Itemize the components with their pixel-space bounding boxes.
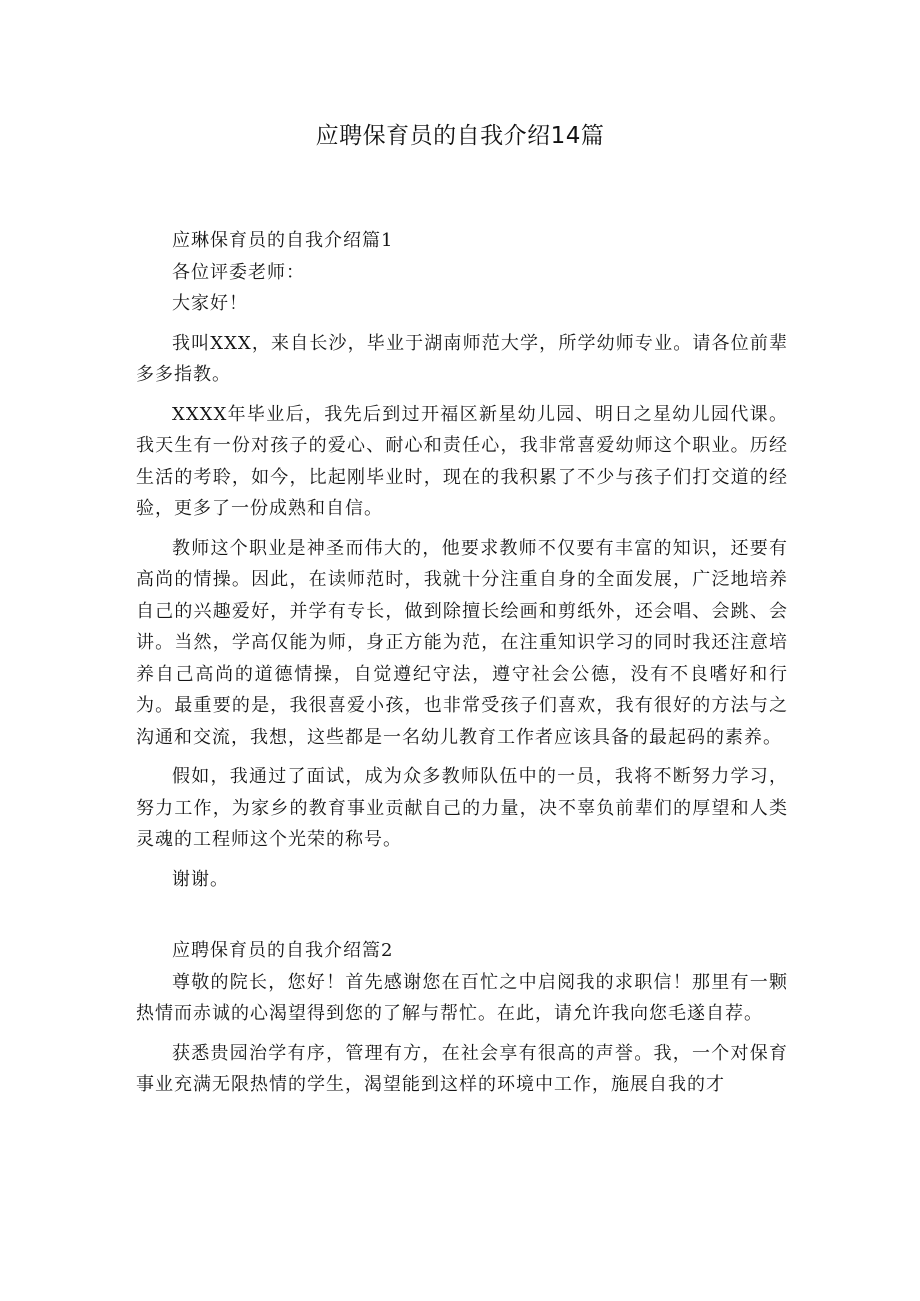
paragraph: XXXX年毕业后，我先后到过开福区新星幼儿园、明日之星幼儿园代课。我天生有一份对孩子的爱心、耐心和责任心，我非常喜爱幼师这个职业。历经生活的考聆，如今，比起刚毕业时，现在的我积累了不少与孩子们打交道的经验，更多了一份成熟和自信。 xyxy=(136,403,788,519)
section-heading: 应琳保育员的自我介绍篇1 xyxy=(172,230,394,251)
greeting: 大家好！ xyxy=(172,293,248,314)
paragraph: 尊敬的院长，您好！首先感谢您在百忙之中启阅我的求职信！那里有一颗热情而赤诚的心渴望得到您的了解与帮忙。在此，请允许我向您毛遂自荐。 xyxy=(136,971,788,1024)
salutation: 各位评委老师： xyxy=(172,261,305,283)
closing: 谢谢。 xyxy=(172,868,229,890)
section-heading: 应聘保育员的自我介绍篙2 xyxy=(172,940,394,961)
paragraph: 假如，我通过了面试，成为众多教师队伍中的一员，我将不断努力学习，努力工作，为家乡的教育事业贡献自己的力量，决不辜负前辈们的厚望和人类灵魂的工程师这个光荣的称号。 xyxy=(136,766,788,850)
paragraph: 我叫XXX，来自长沙，毕业于湖南师范大学，所学幼师专业。请各位前辈多多指教。 xyxy=(136,332,788,385)
paragraph: 获悉贵园治学有序，管理有方，在社会享有很高的声誉。我，一个对保育事业充满无限热情的学生，渴望能到这样的环境中工作，施展自我的才 xyxy=(136,1042,788,1095)
document-title: 应聘保育员的自我介绍14篇 xyxy=(315,123,605,149)
document-body xyxy=(136,225,788,1101)
paragraph: 教师这个职业是神圣而伟大的，他要求教师不仅要有丰富的知识，还要有高尚的情操。因此，在读师范时，我就十分注重自身的全面发展，广泛地培养自己的兴趣爱好，并学有专长，做到除擅长绘画和剪纸外，还会唱、会跳、会讲。当然，学高仅能为师，身正方能为范，在注重知识学习的同时我还注意培养自己高尚的道德情操，自觉遵纪守法，遵守社会公德，没有不良嗜好和行为。最重要的是，我很喜爱小孩，也非常受孩子们喜欢，我有很好的方法与之沟通和交流，我想，这些都是一名幼儿教育工作者应该具备的最起码的素养。 xyxy=(136,537,788,748)
